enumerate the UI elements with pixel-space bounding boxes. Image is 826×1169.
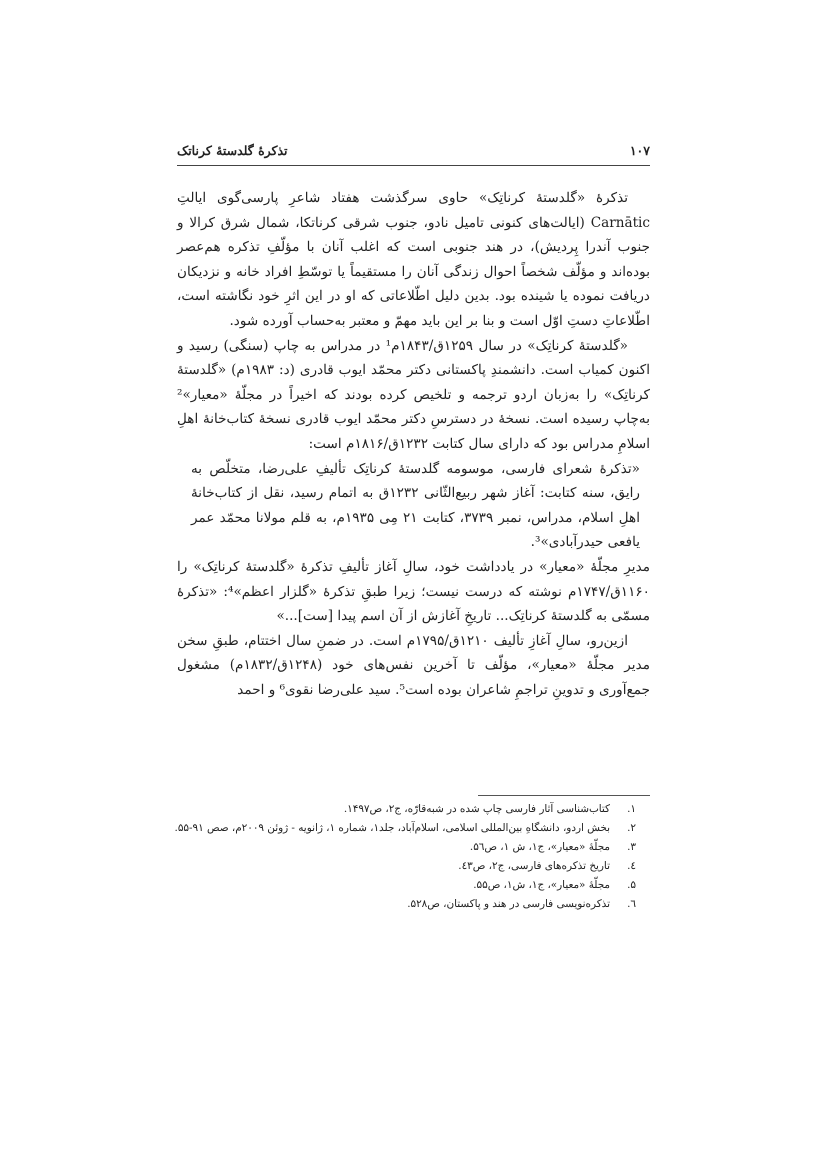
footnote-item (177, 876, 650, 895)
footnote-number: ۱. (627, 803, 636, 815)
footnote-item (177, 895, 650, 914)
footnote-text: مجلّۀ «معیار»، ج۱، ش ۱، ص۵٦. (469, 840, 610, 853)
footnote-text: تاریخ تذکره‌های فارسی، ج۲، ص٤۳. (458, 859, 610, 872)
footnote-item (177, 857, 650, 876)
header-divider (177, 165, 650, 166)
footnote-text: مجلّۀ «معیار»، ج۱، ش۱، ص۵۵. (473, 878, 610, 891)
footnote-text: کتاب‌شناسی آثار فارسی چاپ شده در شبه‌قارّه، ج۲، ص۱۴۹۷. (343, 803, 610, 815)
footnote-item (174, 819, 650, 838)
block-quote: «تذکرۀ شعرای فارسی، موسومه گلدستۀ کرناتِک تألیفِ علی‌رضا، متخلّص به رایق، سنه کتابت: آغاز شهر ربیع‌الثّانی ۱۲۳۲ق به اتمام رسید، نقل از کتاب‌خانۀ اهلِ اسلام، مدراس، نمبر ۳۷۳۹، کتابت ۲۱ مِی ۱۹۳۵م، به قلم مولانا محمّد عمر یافعی حیدرآبادی»³. (191, 460, 641, 551)
running-header (177, 141, 650, 163)
footnote-text: بخش اردو، دانشگاهِ بین‌المللی اسلامی، اسلام‌آباد، جلد۱، شماره ۱، ژانویه - ژوئن ۲۰۰۹م، صص ۹۱-۵۵. (174, 821, 610, 834)
footnote-number: ۳. (627, 840, 636, 853)
footnote-number: ٦. (627, 897, 636, 910)
paragraph-publication: «گلدستۀ کرناتِک» در سال ۱۲۵۹ق/۱۸۴۳م¹ در مدراس به چاپ (سنگی) رسید و اکنون کمیاب است. دانشمندِ پاکستانی دکتر محمّد ایوب قادری (د: ۱۹۸۳م) «گلدستۀ کرناتِک» را به‌زبان اردو ترجمه و تلخیص کرده بودند که اخیراً در مجلّۀ «معیار»² به‌چاپ رسیده است. نسخۀ در دسترسِ دکتر محمّد ایوب قادری نسخۀ کتاب‌خانۀ اهلِ اسلامِ مدراس بود که دارای سال کتابت ۱۲۳۲ق/۱۸۱۶م است: (177, 337, 651, 452)
footnote-number: ۲. (627, 821, 636, 834)
paragraph-dating: ازین‌رو، سالِ آغازِ تألیف ۱۲۱۰ق/۱۷۹۵م است. در ضمنِ سال اختتام، طبقِ سخن مدیر مجلّۀ «معیار»، مؤلّف تا آخرین نفس‌های خود (۱۲۴۸ق/۱۸۳۲م) مشغول جمع‌آوری و تدوینِ تراجمِ شاعران بوده است⁵. سید علی‌رضا نقوی⁶ و احمد (177, 632, 650, 698)
footnote-number: ٤. (627, 859, 636, 872)
main-text (177, 186, 650, 702)
footnote-item (177, 800, 650, 819)
footnote-divider (478, 795, 650, 796)
footnote-text: تذکره‌نویسی فارسی در هند و پاکستان، ص۵۲۸. (407, 897, 610, 910)
running-title: تذکرۀ گلدستۀ کرناتک (177, 143, 288, 158)
paragraph-editor-note: مدیرِ مجلّۀ «معیار» در یادداشت خود، سالِ آغاز تألیفِ تذکرۀ «گلدستۀ کرناتِک» را ۱۱۶۰ق/۱۷۴۷م نوشته که درست نیست؛ زیرا طبقِ تذکرۀ «گلزار اعظم»⁴: «تذکرۀ مسمّی به گلدستۀ کرناتِک... تاریخِ آغازش از آن اسم پیدا [ست]...» (177, 558, 650, 625)
footnote-item (177, 838, 650, 857)
footnote-number: ۵. (627, 878, 636, 891)
page-number: ۱۰۷ (629, 143, 650, 158)
paragraph-intro: تذکرۀ «گلدستۀ کرناتِک» حاوی سرگذشت هفتاد شاعرِ پارسی‌گوی ایالتِ Carnātic (ایالت‌های کنونی تامیل نادو، جنوب شرقی کرناتکا، شمال شرق کرالا و جنوب آندرا پِردیش)، در هند جنوبی است که اغلب آنان با مؤلّفِ تذکره هم‌عصر بوده‌اند و مؤلّف شخصاً احوال زندگی آنان را مستقیماً یا توسّطِ افراد خانه و نزدیکان دریافت نموده یا شینده بود. بدین دلیل اطّلاعاتی که او در این اثرِ خود نگاشته است، اطّلاعاتِ دستِ اوّل است و بنا بر این باید مهمّ و معتبر به‌حساب آورده شود. (177, 190, 650, 329)
footnotes-list (174, 800, 650, 913)
